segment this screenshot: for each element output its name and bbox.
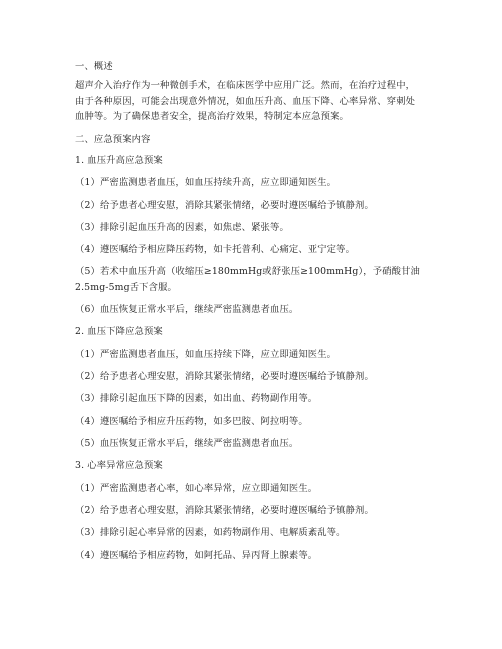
list-item-continuation: 2.5mg-5mg舌下含服。 (75, 282, 177, 293)
list-item: （6）血压恢复正常水平后，继续严密监测患者血压。 (75, 304, 299, 315)
list-item: （2）给予患者心理安慰，消除其紧张情绪，必要时遵医嘱给予镇静剂。 (75, 371, 374, 382)
list-item: （4）遵医嘱给予相应药物，如阿托品、异丙肾上腺素等。 (75, 550, 318, 561)
list-item: （4）遵医嘱给予相应升压药物，如多巴胺、阿拉明等。 (75, 416, 308, 427)
section-heading-plan: 二、应急预案内容 (75, 134, 151, 145)
list-item: （3）排除引起血压升高的因素，如焦虑、紧张等。 (75, 222, 289, 233)
list-item: （1）严密监测患者血压，如血压持续升高，应立即通知医生。 (75, 177, 337, 188)
list-item: （3）排除引起血压下降的因素，如出血、药物副作用等。 (75, 393, 318, 404)
overview-paragraph-line-1: 超声介入治疗作为一种微创手术，在临床医学中应用广泛。然而，在治疗过程中， (75, 80, 416, 91)
overview-paragraph-line-3: 血肿等。为了确保患者安全，提高治疗效果，特制定本应急预案。 (75, 111, 349, 122)
subsection-title-heart-rate: 3. 心率异常应急预案 (75, 460, 163, 471)
list-item: （3）排除引起心率异常的因素，如药物副作用、电解质紊乱等。 (75, 527, 346, 538)
list-item: （1）严密监测患者血压，如血压持续下降，应立即通知医生。 (75, 349, 337, 360)
overview-paragraph-line-2: 由于各种原因，可能会出现意外情况，如血压升高、血压下降、心率异常、穿刺处 (75, 96, 416, 107)
list-item: （2）给予患者心理安慰，消除其紧张情绪，必要时遵医嘱给予镇静剂。 (75, 505, 374, 516)
subsection-title-bp-high: 1. 血压升高应急预案 (75, 155, 163, 166)
list-item: （4）遵医嘱给予相应降压药物，如卡托普利、心痛定、亚宁定等。 (75, 244, 356, 255)
list-item: （2）给予患者心理安慰，消除其紧张情绪，必要时遵医嘱给予镇静剂。 (75, 200, 374, 211)
list-item: （5）若术中血压升高（收缩压≥180mmHg或舒张压≥100mmHg），予硝酸甘油 (75, 266, 420, 277)
list-item: （1）严密监测患者心率，如心率异常，应立即通知医生。 (75, 483, 318, 494)
subsection-title-bp-low: 2. 血压下降应急预案 (75, 326, 163, 337)
section-heading-overview: 一、概述 (75, 61, 113, 72)
list-item: （5）血压恢复正常水平后，继续严密监测患者血压。 (75, 438, 299, 449)
